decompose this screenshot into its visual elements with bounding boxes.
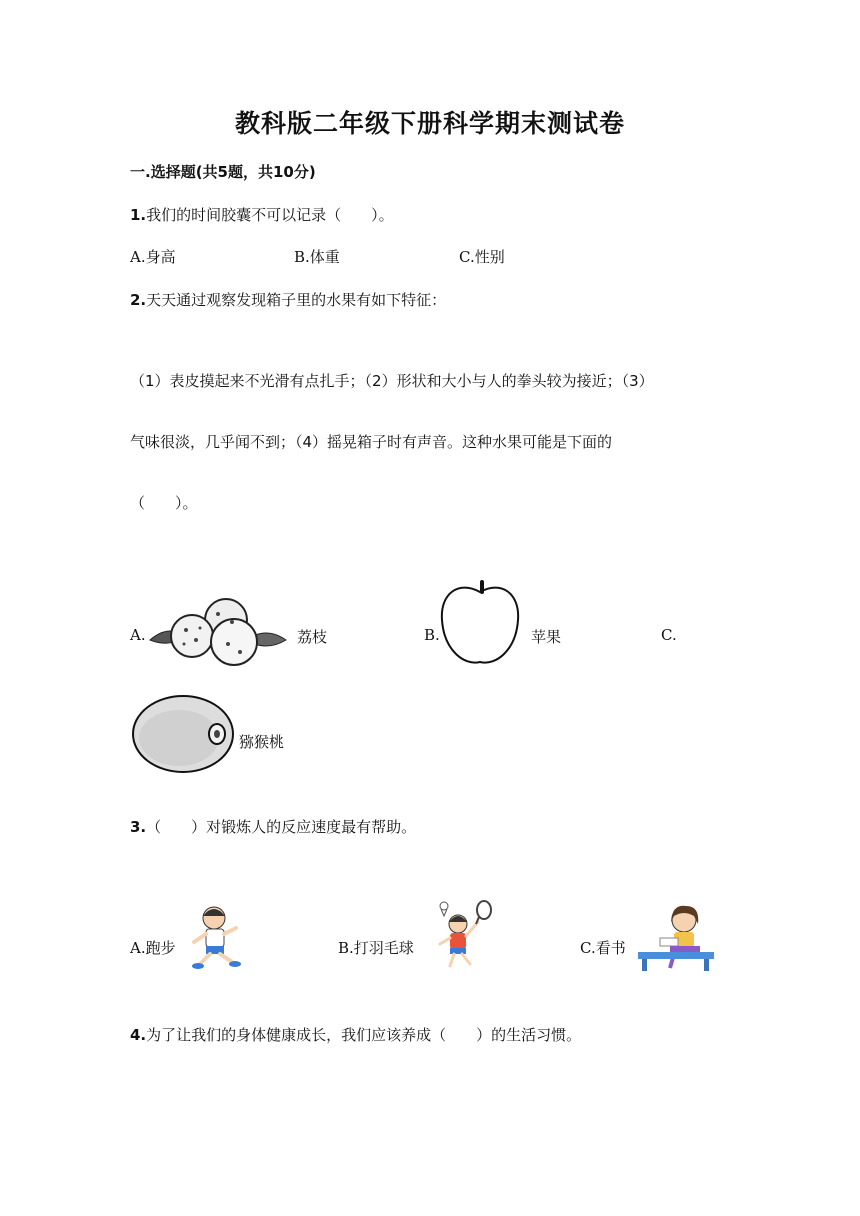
- option-a-label: 荔枝: [297, 628, 328, 646]
- option-c-letter: C.: [661, 626, 677, 644]
- option-letter: C.: [580, 939, 596, 957]
- option-label: 跑步: [145, 939, 176, 957]
- option-letter: A.: [130, 248, 146, 266]
- option-c: [459, 246, 505, 267]
- apple-image: [438, 578, 522, 666]
- question-number: 1.: [130, 206, 147, 224]
- question-3: [130, 816, 416, 837]
- question-1: [130, 204, 394, 225]
- option-c-label: 猕猴桃: [239, 733, 285, 751]
- question-number: 4.: [130, 1026, 147, 1044]
- option-a: [130, 246, 176, 267]
- question-text: 天天通过观察发现箱子里的水果有如下特征：: [146, 291, 447, 309]
- option-b: [294, 246, 340, 267]
- option-b: [338, 937, 414, 958]
- option-letter: B.: [338, 939, 354, 957]
- reading-girl-image: [634, 902, 716, 974]
- question-2-line-3: （ ）。: [130, 494, 198, 512]
- running-boy-image: [190, 904, 244, 970]
- kiwi-image: [131, 694, 239, 776]
- option-a: [130, 937, 176, 958]
- lychee-image: [148, 596, 288, 668]
- badminton-player-image: [430, 898, 496, 970]
- option-b-letter: B.: [424, 626, 440, 644]
- option-letter: A.: [130, 939, 146, 957]
- option-label: 看书: [595, 939, 626, 957]
- option-letter: B.: [294, 248, 310, 266]
- option-label: 体重: [309, 248, 340, 266]
- option-label: 身高: [145, 248, 176, 266]
- question-number: 2.: [130, 291, 147, 309]
- question-2-line-1: （1）表皮摸起来不光滑有点扎手；（2）形状和大小与人的拳头较为接近；（3）: [130, 372, 654, 390]
- question-text: 为了让我们的身体健康成长，我们应该养成（ ）的生活习惯。: [146, 1026, 582, 1044]
- option-b-label: 苹果: [531, 628, 562, 646]
- question-text: 我们的时间胶囊不可以记录（ ）。: [146, 206, 394, 224]
- question-2: [130, 289, 446, 310]
- option-label: 性别: [474, 248, 505, 266]
- option-c: [580, 937, 626, 958]
- option-a-letter: A.: [130, 626, 146, 644]
- question-2-line-2: 气味很淡，几乎闻不到；（4）摇晃箱子时有声音。这种水果可能是下面的: [130, 433, 613, 451]
- section-heading: 一.选择题(共5题，共10分): [130, 163, 316, 181]
- page-title: 教科版二年级下册科学期末测试卷: [234, 109, 625, 138]
- question-4: [130, 1024, 581, 1045]
- question-number: 3.: [130, 818, 147, 836]
- option-letter: C.: [459, 248, 475, 266]
- option-label: 打羽毛球: [353, 939, 414, 957]
- question-text: （ ）对锻炼人的反应速度最有帮助。: [146, 818, 417, 836]
